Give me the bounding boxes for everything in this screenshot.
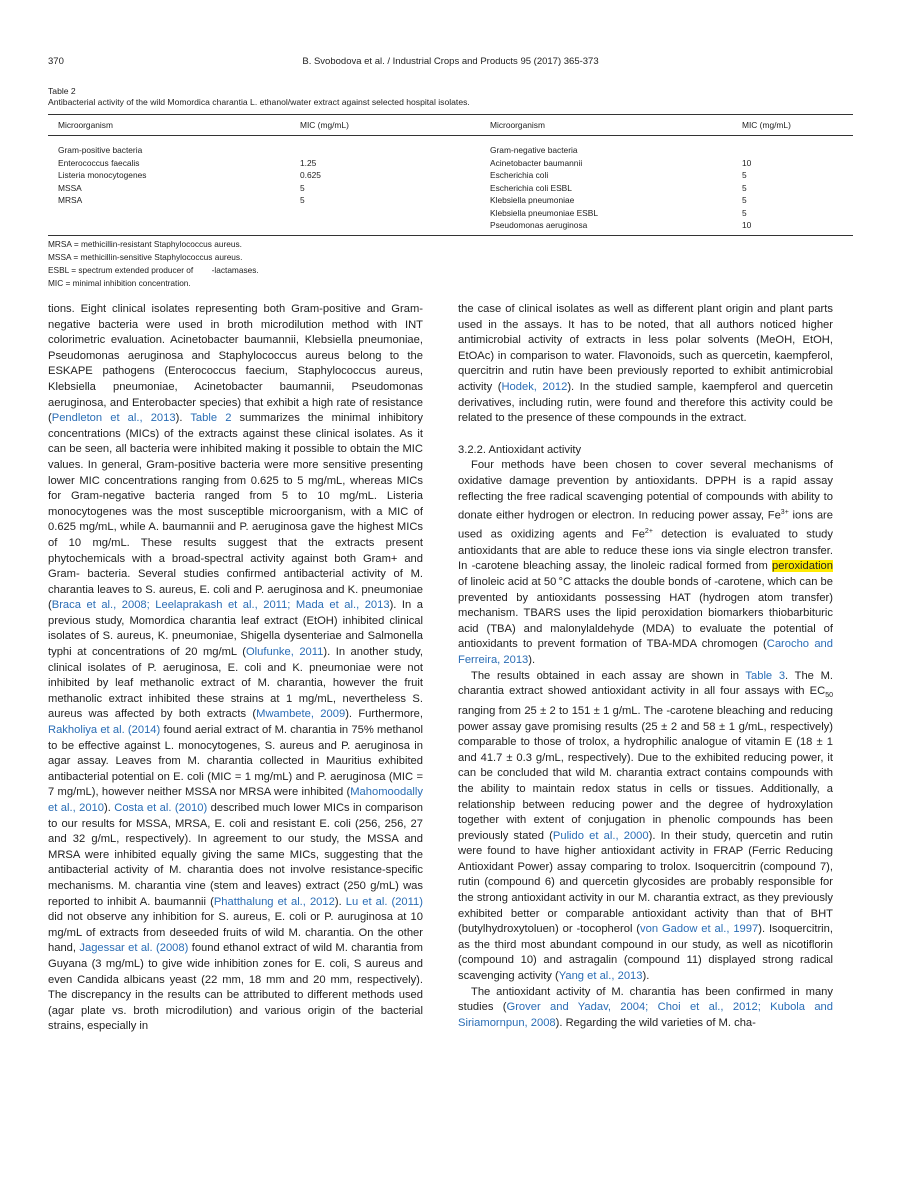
citation-link[interactable]: Pendleton et al., 2013 bbox=[51, 412, 176, 425]
table-cell bbox=[290, 207, 480, 220]
table-link[interactable]: Table 2 bbox=[190, 412, 232, 425]
citation-link[interactable]: von Gadow et al., 1997 bbox=[640, 923, 759, 936]
table-cell: Klebsiella pneumoniae bbox=[490, 195, 575, 206]
table-cell: 10 bbox=[732, 219, 853, 235]
table-row bbox=[48, 136, 853, 157]
col-header: Microorganism bbox=[48, 115, 290, 136]
paragraph: The results obtained in each assay are shown in Table 3. The M. charantia extract showed antioxidant activity in all four assays with $EC_{50}$ ranging from 25 ± 2 to 151 ± 1 g/mL. The -carotene bleaching and reducing power assay gave promising results (25 ± 2 and 58 ± 1 g/mL, respectively) comparable to those of trolox, a hydrophilic analogue of vitamin E (18 ± 1 and 41.7 ± 0.3 g/mL, respectively). Due to the exhibited reducing power, it can be concluded that wild M. charantia extract contains compounds with the ability to maintain redox status in cells or tissues. Additionally, a relationship between reducing power and the degree of hydroxylation together with extent of conjugation in phenolic compounds has been previously stated (Pulido et al., 2000). In their study, quercetin and rutin were found to have higher antioxidant activity in FRAP (Ferric Reducing Antioxidant Power) assay comparing to trolox. Isoquercitrin (compound 7), rutin (compound 6) and quercetin glycosides are probably responsible for the strong antioxidant activity in our M. charantia extract, as they previously exhibited better or comparable antioxidant activity than that of BHT (butylhydroxytoluen) or -tocopherol (von Gadow et al., 1997). Isoquercitrin, as the third most abundant compound in our study, as well as nicotiflorin (compound 10) and astragalin (compound 11) displayed strong radical scavenging activity (Yang et al., 2013). bbox=[458, 669, 833, 983]
table-cell: Listeria monocytogenes bbox=[58, 170, 147, 181]
citation-link[interactable]: Hodek, 2012 bbox=[501, 380, 568, 393]
citation-link[interactable]: Yang et al., 2013 bbox=[558, 970, 643, 983]
table-cell bbox=[290, 136, 480, 157]
table-cell: Escherichia coli ESBL bbox=[490, 182, 572, 193]
citation-link[interactable]: Mahomoodally et al., 2010 bbox=[48, 786, 423, 814]
table-cell: Enterococcus faecalis bbox=[58, 157, 140, 168]
table-caption bbox=[48, 86, 470, 108]
table-row bbox=[48, 194, 853, 207]
table-header-row bbox=[48, 115, 853, 136]
paragraph: The antioxidant activity of M. charantia has been confirmed in many studies (Grover and Yadav, 2004; Choi et al., 2012; Kubola and Siriamornpun, 2008). Regarding the wild varieties of M. cha- bbox=[458, 985, 833, 1029]
footnote: MIC = minimal inhibition concentration. bbox=[48, 278, 191, 288]
running-header bbox=[48, 56, 853, 70]
antibacterial-table bbox=[48, 114, 853, 236]
table-cell: Klebsiella pneumoniae ESBL bbox=[490, 207, 599, 218]
footnote: MSSA = methicillin-sensitive Staphylococcus aureus. bbox=[48, 252, 243, 262]
table-cell: 5 bbox=[742, 195, 747, 206]
table-cell bbox=[48, 207, 290, 220]
table-cell: 1.25 bbox=[300, 157, 317, 168]
running-title: B. Svobodova et al. / Industrial Crops and Products 95 (2017) 365-373 bbox=[302, 56, 599, 67]
citation-link[interactable]: Mwambete, 2009 bbox=[256, 708, 346, 721]
footnote: MRSA = methicillin-resistant Staphylococcus aureus. bbox=[48, 239, 242, 249]
table-cell: Pseudomonas aeruginosa bbox=[480, 219, 732, 235]
paragraph: Four methods have been chosen to cover several mechanisms of oxidative damage prevention by antioxidants. DPPH is a rapid assay reflecting the free radical scavenging potential of compounds with ability to donate either hydrogen or electron. In reducing power assay, $Fe^{3+}$ ions are used as oxidizing agents and $Fe^{2+}$ detection is evaluated to study antioxidants that are able to reduce these ions via single electron transfer. In -carotene bleaching assay, the linoleic radical formed from peroxidation of linoleic acid at 50 °C attacks the double bonds of -carotene, which can be prevented by antioxidants possessing HAT (hydrogen atom transfer) mechanism. TBARS uses the lipid peroxidation biomarkers thiobarbituric acid (TBA) and malonylaldehyde (MDA) to evaluate the potential of antioxidants to prevent formation of TBA-MDA chromogen (Carocho and Ferreira, 2013). bbox=[458, 459, 833, 666]
page-number: 370 bbox=[48, 56, 64, 67]
paragraph: the case of clinical isolates as well as different plant origin and plant parts used in the assays. It has to be noted, that all authors noticed higher antimicrobial activity of extracts in less polar solvents (MeOH, EtOH, EtOAc) in comparison to water. Flavonoids, such as quercetin, kaempferol, quercitrin and rutin have been previously reported to exhibit antimicrobial activity (Hodek, 2012). In the studied sample, kaempferol and quercetin derivatives, including rutin, were found and therefore this activity could be related to the presence of these compounds in the extract. bbox=[458, 303, 833, 425]
citation-link[interactable]: Lu et al. (2011) bbox=[345, 895, 423, 908]
col-header: Microorganism bbox=[480, 115, 732, 136]
table-row bbox=[48, 169, 853, 182]
table-cell: MSSA bbox=[58, 182, 82, 193]
table-row bbox=[48, 157, 853, 170]
col-header: MIC (mg/mL) bbox=[290, 115, 480, 136]
citation-link[interactable]: Braca et al., 2008; Leelaprakash et al., 2011; Mada et al., 2013 bbox=[51, 599, 390, 612]
table-row bbox=[48, 207, 853, 220]
footnote: ESBL = spectrum extended producer of -lactamases. bbox=[48, 265, 259, 275]
table-row bbox=[48, 219, 853, 235]
highlighted-word: peroxidation bbox=[772, 560, 833, 573]
citation-link[interactable]: Phatthalung et al., 2012 bbox=[213, 895, 335, 908]
citation-link[interactable]: Pulido et al., 2000 bbox=[552, 829, 649, 842]
table-cell: 5 bbox=[742, 182, 747, 193]
table-link[interactable]: Table 3 bbox=[745, 669, 786, 682]
table-row bbox=[48, 182, 853, 195]
table-cell bbox=[732, 136, 853, 157]
citation-link[interactable]: Rakholiya et al. (2014) bbox=[48, 724, 161, 737]
paragraph: tions. Eight clinical isolates representing both Gram-positive and Gram-negative bacteria were used in broth microdilution method with INT colorimetric evaluation. Acinetobacter baumannii, Klebsiella pneumoniae, Pseudomonas aeruginosa and Staphylococcus aureus belong to the ESKAPE pathogens (Enterococcus faecium, Staphylococcus aureus, Klebsiella pneumoniae, Acinetobacter baumannii, Pseudomonas aeruginosa, and Enterobacter species) that exhibit a high rate of resistance (Pendleton et al., 2013). Table 2 summarizes the minimal inhibitory concentrations (MICs) of the extracts against these clinical isolates. As it can be seen, all bacteria were inhibited making it possible to obtain the MIC values. In general, Gram-positive bacteria were more sensitive presenting lower MIC concentrations ranging from 0.625 to 5 mg/mL, whereas MICs for Gram-negative bacteria ranged from 5 to 10 mg/mL. Listeria monocytogenes was the most susceptible microorganism, with a MIC of 0.625 mg/mL, while A. baumannii and P. aeruginosa gave the highest MICs of 10 mg/mL. These results suggest that the extracts present phytochemicals with a broad-spectral activity against both Gram+ and Gram- bacteria. Several studies confirmed antibacterial activity of M. charantia leaves to S. aureus, E. coli and P. aeruginosa and K. pneumoniae (Braca et al., 2008; Leelaprakash et al., 2011; Mada et al., 2013). In a previous study, Momordica charantia leaf extract (EtOH) inhibited clinical isolates of S. aureus, K. pneumoniae, Shigella dysenteriae and Salmonella typhi at concentrations of 20 mg/mL (Olufunke, 2011). In another study, clinical isolates of P. aeruginosa, E. coli and K. pneumoniae were not inhibited by leaf methanolic extract of M. charantia, however the fruit methanolic extract inhibited these strains at 1 mg/mL, nevertheless S. aureus was affected by both extracts (Mwambete, 2009). Furthermore, Rakholiya et al. (2014) found aerial extract of M. charantia in 75% methanol to be effective against L. monocytogenes, S. aureus and P. aeruginosa in agar assay. Leaves from M. charantia collected in Mauritius exhibited antibacterial potential on E. coli (MIC = 1 mg/mL) and P. aeruginosa (MIC = 7 mg/mL), however neither MSSA nor MRSA were inhibited (Mahomoodally et al., 2010). Costa et al. (2010) described much lower MICs in comparison to our results for MSSA, MRSA, E. coli and resistant E. coli (256, 256, 27 and 32 g/mL, respectively). In agreement to our study, the MSSA and MRSA were inhibited equally giving the same MICs, suggesting that the antibacterial activity of M. charantia does not involve resistance-specific mechanisms. M. charantia vine (stem and leaves) extract (250 g/mL) was reported to inhibit A. baumannii (Phatthalung et al., 2012). Lu et al. (2011) did not observe any inhibition for S. aureus, E. coli or P. auruginosa at 10 mg/mL of extracts from deseeded fruits of wild M. charantia. On the other hand, Jagessar et al. (2008) found ethanol extract of wild M. charantia from Guyana (3 mg/mL) to give wide inhibition zones for E. coli, S aureus and even Candida albicans yeast (22 mm, 18 mm and 20 mm, respectively). The discrepancy in the results can be attributed to different methods used (agar plate vs. broth microdilution) and various origin of the bacterial strains, especially in bbox=[48, 303, 424, 1033]
table-cell: 5 bbox=[300, 195, 305, 206]
table-cell: 5 bbox=[742, 207, 747, 218]
table-cell: 0.625 bbox=[300, 170, 321, 181]
col-header: MIC (mg/mL) bbox=[732, 115, 853, 136]
table-cell bbox=[48, 219, 290, 235]
table-cell: 5 bbox=[300, 182, 305, 193]
table-cell: 10 bbox=[742, 157, 752, 168]
citation-link[interactable]: Jagessar et al. (2008) bbox=[79, 942, 189, 955]
table-cell: Gram-positive bacteria bbox=[58, 145, 143, 156]
table-label: Table 2 bbox=[48, 86, 76, 96]
table-cell: Acinetobacter baumannii bbox=[490, 157, 583, 168]
table-cell: Gram-negative bacteria bbox=[490, 145, 578, 156]
right-column bbox=[458, 302, 833, 1031]
table-caption-text: Antibacterial activity of the wild Momordica charantia L. ethanol/water extract against selected hospital isolates. bbox=[48, 97, 470, 107]
citation-link[interactable]: Carocho and Ferreira, 2013 bbox=[458, 638, 833, 666]
left-column bbox=[48, 302, 423, 1035]
table-cell: 5 bbox=[742, 170, 747, 181]
citation-link[interactable]: Grover and Yadav, 2004; Choi et al., 2012; Kubola and Siriamornpun, 2008 bbox=[458, 1001, 833, 1029]
table-cell bbox=[290, 219, 480, 235]
table-footnotes bbox=[48, 238, 259, 290]
citation-link[interactable]: Costa et al. (2010) bbox=[114, 802, 208, 814]
table-cell: Escherichia coli bbox=[490, 170, 549, 181]
section-heading: 3.2.2. Antioxidant activity bbox=[458, 443, 582, 456]
citation-link[interactable]: Olufunke, 2011 bbox=[245, 646, 324, 659]
table-cell: MRSA bbox=[58, 195, 83, 206]
